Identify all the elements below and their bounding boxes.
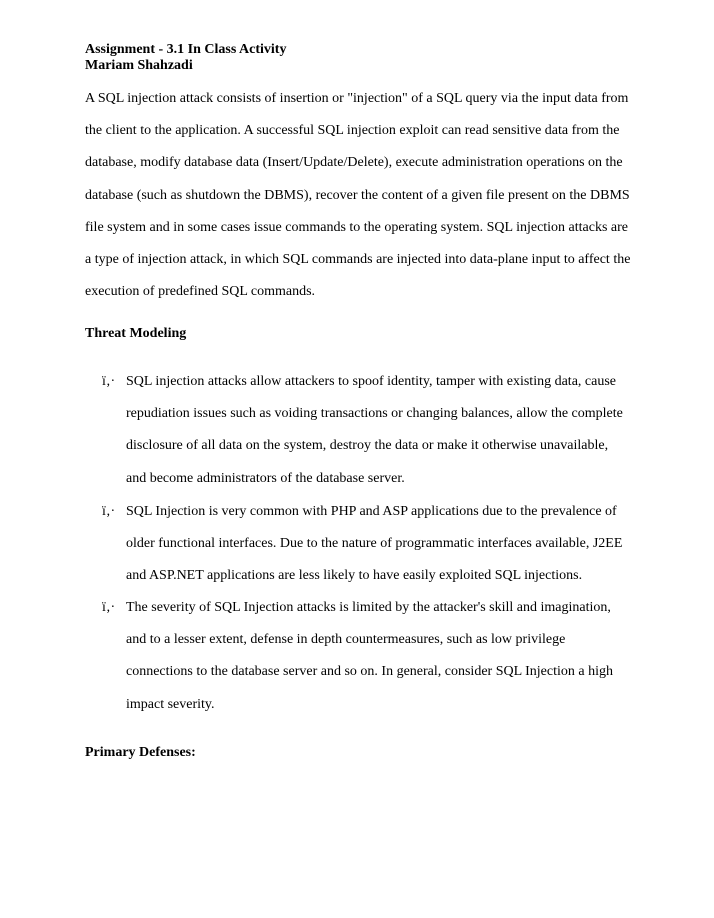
bullet-icon: ï‚·: [102, 374, 116, 389]
bullet-icon: ï‚·: [102, 600, 116, 615]
bullet-text-line: and ASP.NET applications are less likely to have easily exploited SQL injections.: [126, 568, 583, 583]
intro-line: file system and in some cases issue commands to the operating system. SQL injection attacks are: [85, 220, 629, 235]
threat-modeling-heading: Threat Modeling: [85, 326, 187, 341]
bullet-text-line: and become administrators of the database server.: [126, 471, 405, 486]
bullet-text-line: older functional interfaces. Due to the nature of programmatic interfaces available, J2EE: [126, 536, 623, 551]
bullet-text-line: disclosure of all data on the system, destroy the data or make it otherwise unavailable,: [126, 438, 609, 453]
bullet-text-line: The severity of SQL Injection attacks is limited by the attacker's skill and imagination,: [126, 600, 611, 615]
intro-line: execution of predefined SQL commands.: [85, 284, 316, 299]
bullet-text-line: connections to the database server and so on. In general, consider SQL Injection a high: [126, 664, 613, 679]
bullet-text-line: SQL injection attacks allow attackers to spoof identity, tamper with existing data, cause: [126, 374, 616, 389]
intro-line: a type of injection attack, in which SQL commands are injected into data-plane input to affect the: [85, 252, 631, 267]
primary-defenses-heading: Primary Defenses:: [85, 745, 196, 760]
author-name: Mariam Shahzadi: [85, 58, 193, 73]
assignment-title: Assignment - 3.1 In Class Activity: [85, 42, 287, 57]
intro-line: database (such as shutdown the DBMS), recover the content of a given file present on the DBMS: [85, 188, 630, 203]
intro-line: the client to the application. A successful SQL injection exploit can read sensitive data from the: [85, 123, 620, 138]
bullet-text-line: repudiation issues such as voiding transactions or changing balances, allow the complete: [126, 406, 623, 421]
bullet-text-line: SQL Injection is very common with PHP and ASP applications due to the prevalence of: [126, 504, 617, 519]
intro-line: database, modify database data (Insert/Update/Delete), execute administration operations on the: [85, 155, 623, 170]
bullet-text-line: impact severity.: [126, 697, 215, 712]
bullet-text-line: and to a lesser extent, defense in depth countermeasures, such as low privilege: [126, 632, 566, 647]
bullet-icon: ï‚·: [102, 504, 116, 519]
intro-line: A SQL injection attack consists of insertion or "injection" of a SQL query via the input data from: [85, 91, 629, 106]
